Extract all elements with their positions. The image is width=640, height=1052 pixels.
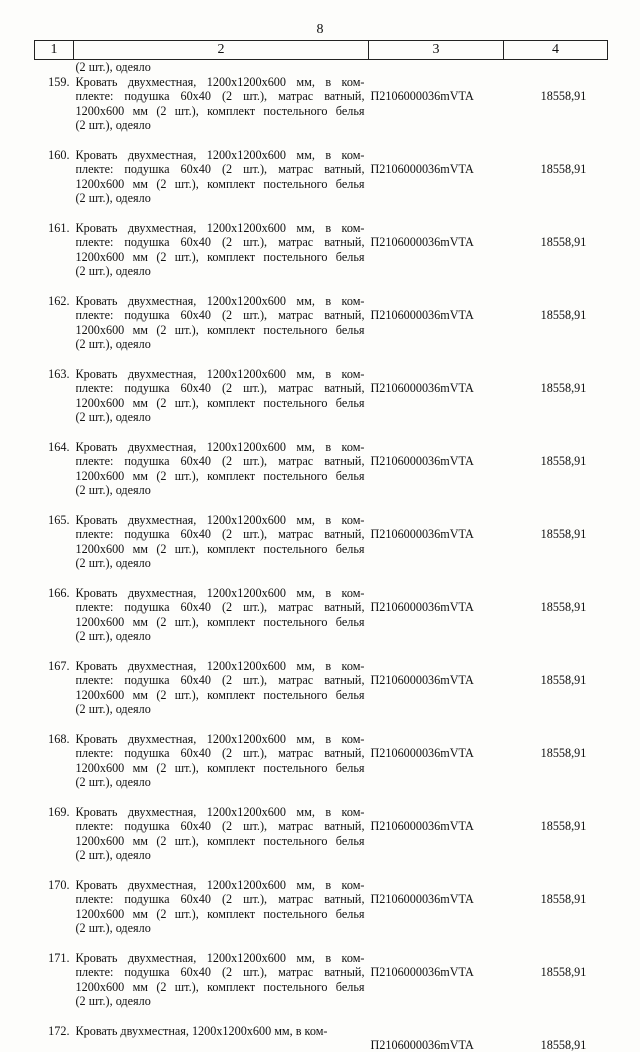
description-line: Кровать двухместная, 1200x1200x600 мм, в ком- — [76, 440, 365, 455]
description-line: Кровать двухместная, 1200x1200x600 мм, в ком- — [76, 294, 365, 309]
item-price: 18558,91 — [504, 75, 608, 148]
item-description — [74, 659, 369, 732]
table-row — [35, 1024, 608, 1052]
item-description — [74, 513, 369, 586]
item-description — [74, 294, 369, 367]
description-line: плекте: подушка 60x40 (2 шт.), матрас ватный, — [76, 892, 365, 907]
description-line: (2 шт.), одеяло — [76, 264, 365, 279]
description-line: 1200x600 мм (2 шт.), комплект постельного белья — [76, 396, 365, 411]
item-code: П2106000036mVTA — [369, 878, 504, 951]
item-price: 18558,91 — [504, 586, 608, 659]
description-line: Кровать двухместная, 1200x1200x600 мм, в ком- — [76, 367, 365, 382]
description-line: (2 шт.), одеяло — [76, 118, 365, 133]
item-price: 18558,91 — [504, 659, 608, 732]
item-description — [74, 75, 369, 148]
table-row — [35, 878, 608, 951]
description-line: плекте: подушка 60x40 (2 шт.), матрас ватный, — [76, 527, 365, 542]
table-row — [35, 75, 608, 148]
item-price: 18558,91 — [504, 221, 608, 294]
description-line: Кровать двухместная, 1200x1200x600 мм, в ком- — [76, 805, 365, 820]
description-line: Кровать двухместная, 1200x1200x600 мм, в ком- — [76, 586, 365, 601]
item-code: П2106000036mVTA — [369, 732, 504, 805]
row-number: 167. — [35, 659, 74, 732]
item-code: П2106000036mVTA — [369, 440, 504, 513]
description-line: плекте: подушка 60x40 (2 шт.), матрас ватный, — [76, 454, 365, 469]
row-number: 161. — [35, 221, 74, 294]
description-line: Кровать двухместная, 1200x1200x600 мм, в ком- — [76, 951, 365, 966]
description-line: 1200x600 мм (2 шт.), комплект постельного белья — [76, 250, 365, 265]
table-row — [35, 586, 608, 659]
item-code: П2106000036mVTA — [369, 148, 504, 221]
description-line: плекте: подушка 60x40 (2 шт.), матрас ватный, — [76, 965, 365, 980]
description-line: (2 шт.), одеяло — [76, 848, 365, 863]
description-line: 1200x600 мм (2 шт.), комплект постельного белья — [76, 907, 365, 922]
table-row — [35, 513, 608, 586]
description-line: плекте: подушка 60x40 (2 шт.), матрас ватный, — [76, 746, 365, 761]
table-row — [35, 148, 608, 221]
header-col-4: 4 — [504, 41, 608, 60]
item-description — [74, 440, 369, 513]
description-line: (2 шт.), одеяло — [76, 191, 365, 206]
row-number: 165. — [35, 513, 74, 586]
description-line: 1200x600 мм (2 шт.), комплект постельного белья — [76, 177, 365, 192]
description-line: Кровать двухместная, 1200x1200x600 мм, в ком- — [76, 659, 365, 674]
inventory-table — [34, 40, 608, 1052]
item-price: 18558,91 — [504, 951, 608, 1024]
item-description — [74, 148, 369, 221]
item-description — [74, 878, 369, 951]
item-code: П2106000036mVTA — [369, 951, 504, 1024]
description-line: плекте: подушка 60x40 (2 шт.), матрас ватный, — [76, 600, 365, 615]
item-price: 18558,91 — [504, 440, 608, 513]
item-price: 18558,91 — [504, 367, 608, 440]
description-line: 1200x600 мм (2 шт.), комплект постельного белья — [76, 542, 365, 557]
item-price: 18558,91 — [504, 148, 608, 221]
description-line: (2 шт.), одеяло — [76, 337, 365, 352]
row-number: 172. — [35, 1024, 74, 1052]
row-number: 159. — [35, 75, 74, 148]
item-description — [74, 221, 369, 294]
description-line: 1200x600 мм (2 шт.), комплект постельного белья — [76, 688, 365, 703]
item-code: П2106000036mVTA — [369, 513, 504, 586]
item-description — [74, 951, 369, 1024]
table-body — [35, 60, 608, 1052]
description-line: (2 шт.), одеяло — [76, 483, 365, 498]
page-number: 8 — [0, 22, 640, 38]
item-price: 18558,91 — [504, 294, 608, 367]
item-price: 18558,91 — [504, 732, 608, 805]
description-line: (2 шт.), одеяло — [76, 994, 365, 1009]
row-number: 168. — [35, 732, 74, 805]
description-line: 1200x600 мм (2 шт.), комплект постельного белья — [76, 980, 365, 995]
table-row — [35, 440, 608, 513]
description-line: Кровать двухместная, 1200x1200x600 мм, в ком- — [76, 513, 365, 528]
description-line: плекте: подушка 60x40 (2 шт.), матрас ватный, — [76, 89, 365, 104]
item-price: 18558,91 — [504, 805, 608, 878]
description-line: плекте: подушка 60x40 (2 шт.), матрас ватный, — [76, 673, 365, 688]
item-description — [74, 805, 369, 878]
description-line: 1200x600 мм (2 шт.), комплект постельного белья — [76, 834, 365, 849]
description-line: Кровать двухместная, 1200x1200x600 мм, в ком- — [76, 878, 365, 893]
item-code: П2106000036mVTA — [369, 294, 504, 367]
row-number: 163. — [35, 367, 74, 440]
continuation-row — [35, 60, 608, 75]
item-code: П2106000036mVTA — [369, 805, 504, 878]
description-line: (2 шт.), одеяло — [76, 629, 365, 644]
item-code: П2106000036mVTA — [369, 659, 504, 732]
item-price: 18558,91 — [504, 1024, 608, 1052]
header-col-1: 1 — [35, 41, 74, 60]
item-description — [74, 732, 369, 805]
table-header-row — [35, 41, 608, 60]
item-code: П2106000036mVTA — [369, 1024, 504, 1052]
description-line: (2 шт.), одеяло — [76, 702, 365, 717]
description-line: Кровать двухместная, 1200x1200x600 мм, в ком- — [76, 148, 365, 163]
description-line: плекте: подушка 60x40 (2 шт.), матрас ватный, — [76, 308, 365, 323]
item-code: П2106000036mVTA — [369, 586, 504, 659]
table-row — [35, 951, 608, 1024]
description-line: (2 шт.), одеяло — [76, 775, 365, 790]
item-description — [74, 586, 369, 659]
table-row — [35, 805, 608, 878]
table-row — [35, 659, 608, 732]
description-line: 1200x600 мм (2 шт.), комплект постельного белья — [76, 615, 365, 630]
description-line: Кровать двухместная, 1200x1200x600 мм, в ком- — [76, 1024, 365, 1039]
table-row — [35, 294, 608, 367]
description-line: 1200x600 мм (2 шт.), комплект постельного белья — [76, 323, 365, 338]
item-code: П2106000036mVTA — [369, 75, 504, 148]
continuation-text: (2 шт.), одеяло — [74, 60, 369, 75]
table-row — [35, 221, 608, 294]
description-line: (2 шт.), одеяло — [76, 921, 365, 936]
item-code: П2106000036mVTA — [369, 367, 504, 440]
description-line: плекте: подушка 60x40 (2 шт.), матрас ватный, — [76, 381, 365, 396]
description-line: 1200x600 мм (2 шт.), комплект постельного белья — [76, 104, 365, 119]
row-number: 162. — [35, 294, 74, 367]
table-row — [35, 367, 608, 440]
header-col-2: 2 — [74, 41, 369, 60]
row-number: 164. — [35, 440, 74, 513]
row-number: 170. — [35, 878, 74, 951]
description-line: 1200x600 мм (2 шт.), комплект постельного белья — [76, 761, 365, 776]
description-line: Кровать двухместная, 1200x1200x600 мм, в ком- — [76, 75, 365, 90]
description-line: Кровать двухместная, 1200x1200x600 мм, в ком- — [76, 221, 365, 236]
item-price: 18558,91 — [504, 878, 608, 951]
row-number: 160. — [35, 148, 74, 221]
description-line: (2 шт.), одеяло — [76, 556, 365, 571]
item-code: П2106000036mVTA — [369, 221, 504, 294]
header-col-3: 3 — [369, 41, 504, 60]
item-price: 18558,91 — [504, 513, 608, 586]
description-line: (2 шт.), одеяло — [76, 410, 365, 425]
item-description — [74, 1024, 369, 1052]
row-number: 171. — [35, 951, 74, 1024]
description-line: Кровать двухместная, 1200x1200x600 мм, в ком- — [76, 732, 365, 747]
description-line: плекте: подушка 60x40 (2 шт.), матрас ватный, — [76, 235, 365, 250]
description-line: плекте: подушка 60x40 (2 шт.), матрас ватный, — [76, 162, 365, 177]
row-number: 166. — [35, 586, 74, 659]
description-line: 1200x600 мм (2 шт.), комплект постельного белья — [76, 469, 365, 484]
item-description — [74, 367, 369, 440]
row-number: 169. — [35, 805, 74, 878]
description-line: плекте: подушка 60x40 (2 шт.), матрас ватный, — [76, 819, 365, 834]
table-row — [35, 732, 608, 805]
